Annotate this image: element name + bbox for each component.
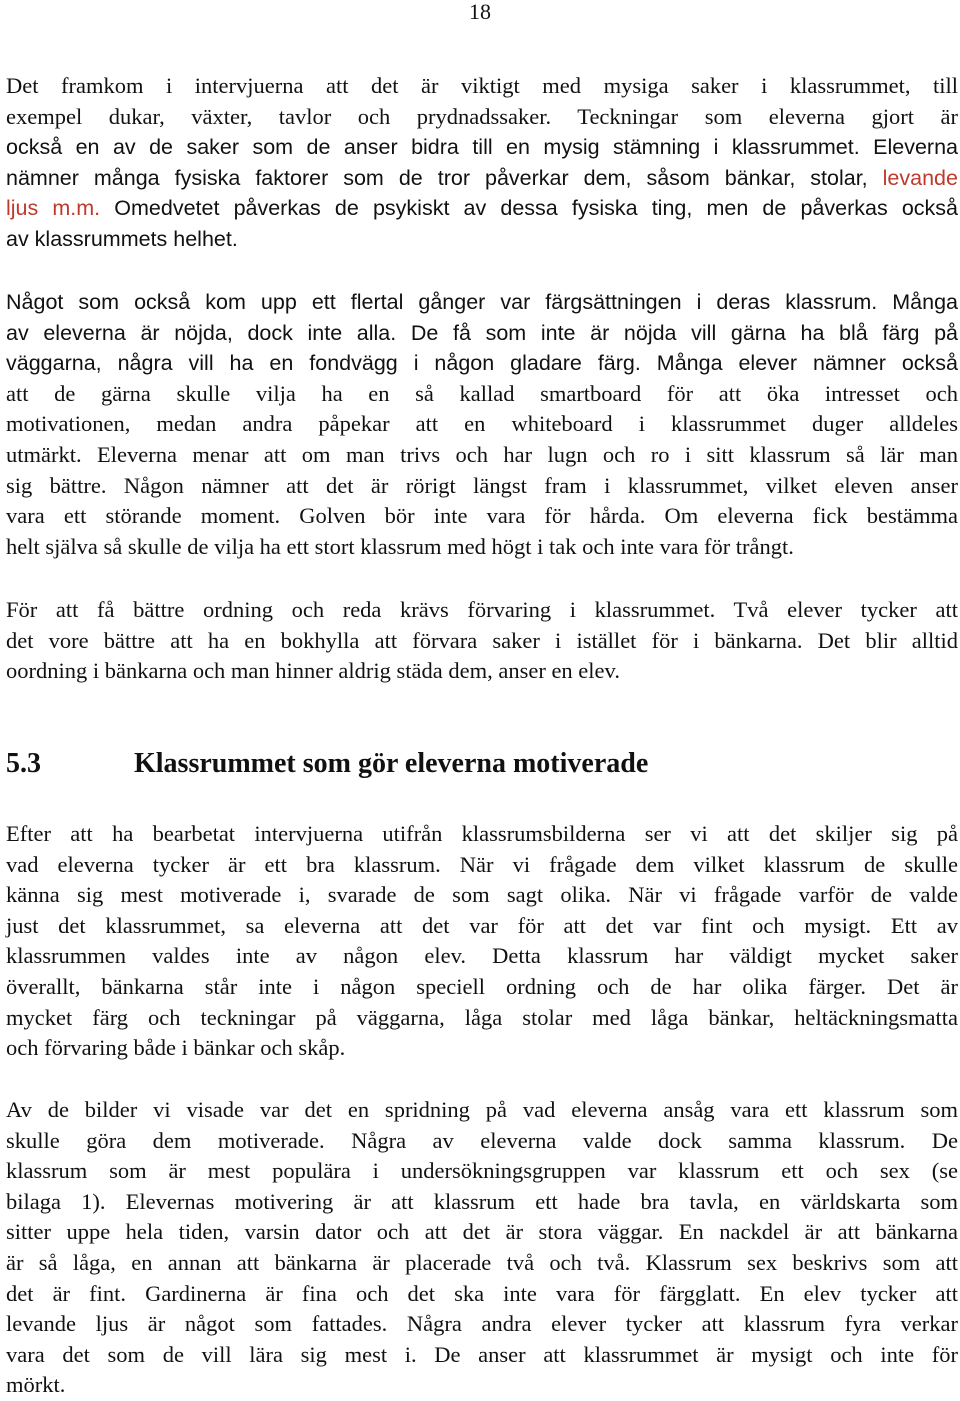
text-line: Det framkom i intervjuerna att det är viktigt med mysiga saker i klassrummet, till (6, 73, 958, 98)
text-line: det vore bättre att ha en bokhylla att förvara saker i istället för i bänkarna. Det blir alltid (6, 627, 958, 653)
text-line: skulle göra dem motiverade. Några av eleverna valde dock samma klassrum. De (6, 1127, 958, 1153)
text-line: att de gärna skulle vilja ha en så kallad smartboard för att öka intresset och (6, 380, 958, 406)
text-line: För att få bättre ordning och reda krävs förvaring i klassrummet. Två elever tycker att (6, 597, 958, 622)
paragraph-pictures (6, 1095, 958, 1401)
section-number: 5.3 (6, 748, 41, 779)
text-line: klassrum som är mest populära i undersökningsgruppen var klassrum ett och sex (se (6, 1158, 958, 1184)
text-line: helt själva så skulle de vilja ha ett stort klassrum med högt i tak och inte vara för trångt. (6, 533, 794, 559)
text-line: vara det som de vill lära sig mest i. De anser att klassrummet är mysigt och inte för (6, 1341, 958, 1367)
paragraph-storage (6, 595, 958, 687)
text-line: och förvaring både i bänkar och skåp. (6, 1035, 346, 1061)
text-line: av eleverna är nöjda, dock inte alla. De få som inte är nöjda vill gärna ha blå färg på (6, 320, 958, 345)
text-line: just det klassrummet, sa eleverna att det var för att det var fint och mysigt. Ett av (6, 912, 958, 938)
text-line: levande ljus är något som fattades. Några andra elever tycker att klassrum fyra verkar (6, 1311, 958, 1337)
text-line: utmärkt. Eleverna menar att om man trivs och har lugn och ro i sitt klassrum så lär man (6, 441, 958, 467)
highlighted-text: levande (882, 165, 958, 190)
text-line: bilaga 1). Elevernas motivering är att klassrum ett hade bra tavla, en världskarta som (6, 1188, 958, 1214)
text-line: ljus m.m. Omedvetet påverkas de psykiskt av dessa fysiska ting, men de påverkas också (6, 196, 958, 221)
text-line: motivationen, medan andra påpekar att en whiteboard i klassrummet duger alldeles (6, 411, 958, 437)
text-line: Av de bilder vi visade var det en spridning på vad eleverna ansåg vara ett klassrum som (6, 1097, 958, 1122)
text-line: oordning i bänkarna och man hinner aldrig städa dem, anser en elev. (6, 658, 620, 684)
text-line: är så låga, en annan att bänkarna är placerade två och två. Klassrum sex beskrivs som att (6, 1249, 958, 1275)
page-number: 18 (469, 0, 491, 24)
paragraph-analysis (6, 819, 958, 1064)
text-line: väggarna, några vill ha en fondvägg i någon gladare färg. Många elever nämner också (6, 351, 958, 376)
highlighted-text: ljus m.m. (6, 196, 101, 221)
text-line: vara ett störande moment. Golven bör inte vara för hårda. Om eleverna fick bestämma (6, 503, 958, 529)
text-line: exempel dukar, växter, tavlor och prydnadssaker. Teckningar som eleverna gjort är (6, 103, 958, 129)
section-heading (6, 744, 958, 784)
text-line: nämner många fysiska faktorer som de tror påverkar dem, såsom bänkar, stolar, levande (6, 165, 958, 190)
text-line: Efter att ha bearbetat intervjuerna utifrån klassrumsbilderna ser vi att det skiljer sig på (6, 821, 958, 846)
text-line: sig bättre. Någon nämner att det är rörigt längst fram i klassrummet, vilket eleven anser (6, 472, 958, 498)
section-title: Klassrummet som gör eleverna motiverade (134, 748, 649, 779)
text-line: känna sig mest motiverade i, svarade de som sagt olika. När vi frågade varför de valde (6, 882, 958, 908)
text-line: Något som också kom upp ett flertal gånger var färgsättningen i deras klassrum. Många (6, 290, 958, 314)
paragraph-colors (6, 287, 958, 562)
text-line: också en av de saker som de anser bidra till en mysig stämning i klassrummet. Eleverna (6, 135, 958, 160)
text-line: klassrummen valdes inte av någon elev. Detta klassrum har väldigt mycket saker (6, 943, 958, 969)
text-line: mörkt. (6, 1372, 66, 1398)
paragraph-cozy-items (6, 71, 958, 255)
text-line: sitter uppe hela tiden, varsin dator och att det är stora väggar. En nackdel är att bänkarna (6, 1219, 958, 1245)
text-line: det är fint. Gardinerna är fina och det ska inte vara för färgglatt. En elev tycker att (6, 1280, 958, 1306)
text-line: mycket färg och teckningar på väggarna, låga stolar med låga bänkar, heltäckningsmatta (6, 1004, 958, 1030)
text-line: överallt, bänkarna står inte i någon speciell ordning och de har olika färger. Det är (6, 973, 958, 999)
text-line: av klassrummets helhet. (6, 226, 238, 251)
text-line: vad eleverna tycker är ett bra klassrum. När vi frågade dem vilket klassrum de skulle (6, 851, 958, 877)
